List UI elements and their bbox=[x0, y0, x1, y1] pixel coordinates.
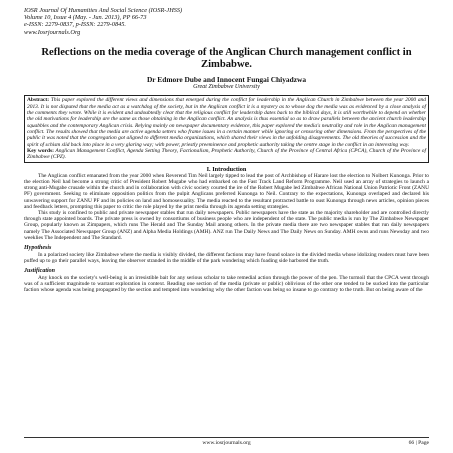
hypothesis-heading: Hypothesis bbox=[24, 244, 52, 251]
paper-authors: Dr Edmore Dube and Innocent Fungai Chiyadzwa bbox=[146, 74, 307, 84]
hypothesis-paragraph: In a polarized society like Zimbabwe where the media is visibly divided, the different factions may have found solace in the divided media whose idolizing readers must have been puffed up to go their parallel ways, leaving the observer stranded in the middle of the park wondering which foading side harbored the truth. bbox=[24, 251, 429, 264]
paper-title: Reflections on the media coverage of the Anglican Church management conflict in Zimbabwe. bbox=[41, 46, 412, 70]
page-number: 66 | Page bbox=[408, 440, 429, 446]
page-footer bbox=[24, 437, 429, 447]
keywords-text: Anglican Management Conflict, Agenda Setting Theory, Factionalism, Prophetic Authority, Church of the Province of Central Africa (CPCA), Church of the Province of Zimbabwe (CPZ). bbox=[27, 148, 427, 161]
introduction-paragraph-1: The Anglican conflict emanated from the year 2000 when Reverend Tim Neil largely tipped to lead the post of Archbishop of Harare lost the election to Nolbert Kunonga. Prior to the election Neil had become a strong critic of President Robert Mugabe who had embarked on the Fast Track Land Reform Programme. Neil used an array of strategies to launch a strong anti-Mugabe crusade within the church and in collaboration with civic society courted the ire of the Robert Mugabe led Zimbabwe African National Union Patriotic Front (ZANU PF) government. Seeking to eliminate opposition politics from the pulpit Anglicans preferred Kunonga to Neil. Contrary to the expectations, Kunonga overlaped and declared his unwavering support for ZANU PF and its policies on land and homosexuality. The media reacted to the resultant protracted battle to oust Kunonga through news articles, opinion pieces and feedback letters, prompting this paper to critic the role played by the print media through its agenda setting strategies. bbox=[24, 172, 429, 210]
journal-website[interactable]: www.Iosrjournals.Org bbox=[24, 28, 81, 36]
keywords bbox=[27, 148, 426, 161]
abstract-box bbox=[24, 95, 429, 162]
footer-url[interactable]: www.iosrjournals.org bbox=[202, 440, 251, 446]
justification-heading: Justification bbox=[24, 267, 56, 274]
abstract-text: This paper explored the different views and dimensions that emerged during the conflict for leadership in the Anglican Church in Zimbabwe between the year 2000 and 2013. It is not disputed that the media act as a watchdog of the society, but in the Anglican conflict it is a mystery as to whose dog the media was as evidenced by a close analysis of the comments they wrote. While it is evident and undoubtedly clear that the religious conflict for leadership dates back to the biblical days, it is still worthwhile to depend on whether the old motivations for leadership are the same as those obtaining in the Anglican conflict. An analysis is thus essential so as to draw parallels between the ancient church leadership squabbles and the contemporary Anglican crisis. Relying mainly on newspaper documentary evidence, this paper explored the media's neutrality and role in the Anglican management conflict. The results showed that the media are active agenda setters who frame issues in a certain manner while ignoring or censoring other dimensions. From the perspectives of the public it was noted that the congregation got aligned to different media organizations, which shared their views in the unfolding disagreements. The old theories of succession and the spirit of schism slid back into place in a very glaring way; with power, priestly preeminence and prophetic authority taking the centre stage in the conflict in an interesting way. bbox=[27, 97, 426, 148]
introduction-heading: I. Introduction bbox=[206, 165, 247, 173]
journal-issn: e-ISSN: 2279-0837, p-ISSN: 2279-0845. bbox=[24, 21, 126, 29]
journal-header bbox=[24, 7, 429, 36]
abstract-label: Abstract: bbox=[27, 97, 50, 104]
abstract bbox=[27, 97, 426, 148]
justification-paragraph: Any knock on the society's well-being is an irresistible bait for any serious scholar to take remedial action through the power of the pen. The turmoil that the CPCA went through was of a sufficient magnitude to warrant exploration in context. Reading one section of the media (private or public) oblivious of the other one tended to be sucked into the particular faction whose agenda was being propagated by the section and tempted into wondering why the other faction was being so insane to go contrary to the truth. But on being aware of the bbox=[24, 274, 429, 293]
author-affiliation: Great Zimbabwe University bbox=[193, 84, 260, 91]
journal-name: IOSR Journal Of Humanities And Social Science (IOSR-JHSS) bbox=[24, 7, 183, 14]
introduction-paragraph-2: This study is confined to public and private newspaper stables that run daily newspapers. Public newspapers have the state as the majority shareholder and are controlled directly through state appointed boards. The private press is owned by consortiums of business people who are independent of the state. The public media is run by The Zimbabwe Newspaper Group, popularly known as Zimpapers, which runs The Herald and The Sunday Mail among others. In the private media there are two newspaper stables that run daily newspapers namely The Associated Newspaper Group (ANZ) and Alpha Media Holdings (AMH). ANZ run The Daily News and The Daily News on Sunday. AMH owns and runs Newsday and two weeklies The Independent and The Standard. bbox=[24, 209, 429, 241]
journal-volume: Volume 10, Issue 4 (May. - Jun. 2013), PP 66-73 bbox=[24, 14, 147, 22]
keywords-label: Key words: bbox=[27, 148, 54, 155]
